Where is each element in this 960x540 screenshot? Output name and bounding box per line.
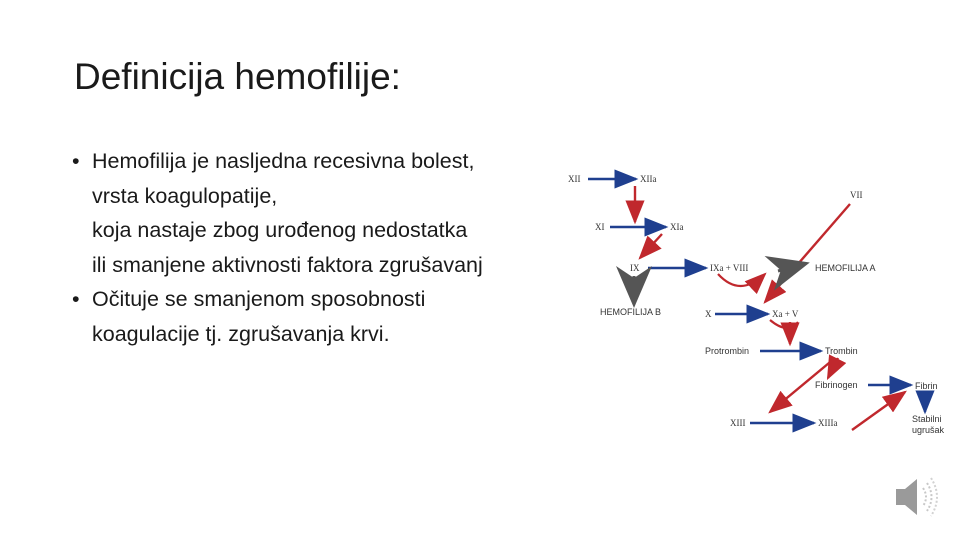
protrombin-label: Protrombin	[705, 346, 750, 356]
factor-x-label: X	[705, 309, 712, 319]
hemofilija-a-label: HEMOFILIJA A	[815, 263, 876, 273]
ugrusak-label: ugrušak	[912, 425, 945, 435]
factor-xia-label: XIa	[670, 222, 684, 232]
arrow-xiiia-stabilizes-fibrin	[852, 392, 905, 430]
bullet-1-line-3: koja nastaje zbog urođenog nedostatka	[92, 218, 468, 242]
arrow-xa-v-complex	[770, 320, 798, 328]
arrow-ixa-feedback	[718, 274, 765, 286]
factor-xa-v-label: Xa + V	[772, 309, 799, 319]
slide-title: Definicija hemofilije:	[74, 56, 401, 97]
hemofilija-b-label: HEMOFILIJA B	[600, 307, 662, 317]
bullet-1-line-4: ili smanjene aktivnosti faktora zgrušavanj	[92, 252, 483, 277]
fibrinogen-label: Fibrinogen	[815, 380, 858, 390]
arrow-vii-activates-x	[765, 204, 850, 302]
factor-xi-label: XI	[595, 222, 605, 232]
factor-xiiia-label: XIIIa	[818, 418, 838, 428]
bullet-list	[72, 144, 572, 351]
bullet-2-line-1: • Očituje se smanjenom sposobnosti	[72, 282, 572, 317]
coagulation-cascade-diagram	[560, 150, 960, 450]
trombin-label: Trombin	[825, 346, 858, 356]
arrow-hemofilija-a	[778, 264, 804, 271]
factor-ixa-viii-label: IXa + VIII	[710, 263, 749, 273]
bullet-1-line-1: • Hemofilija je nasljedna recesivna bolest,	[72, 144, 572, 179]
speaker-icon[interactable]	[892, 472, 942, 522]
arrow-xia-activates-ix	[640, 234, 662, 258]
factor-xiia-label: XIIa	[640, 174, 657, 184]
stabilni-label: Stabilni	[912, 414, 942, 424]
factor-ix-label: IX	[630, 263, 640, 273]
bullet-2-line-2: koagulacije tj. zgrušavanja krvi.	[92, 321, 390, 346]
factor-xiii-label: XIII	[730, 418, 746, 428]
fibrin-label: Fibrin	[915, 381, 938, 391]
bullet-1-line-2: vrsta koagulopatije,	[92, 183, 278, 208]
factor-vii-label: VII	[850, 190, 863, 200]
factor-xii-label: XII	[568, 174, 581, 184]
